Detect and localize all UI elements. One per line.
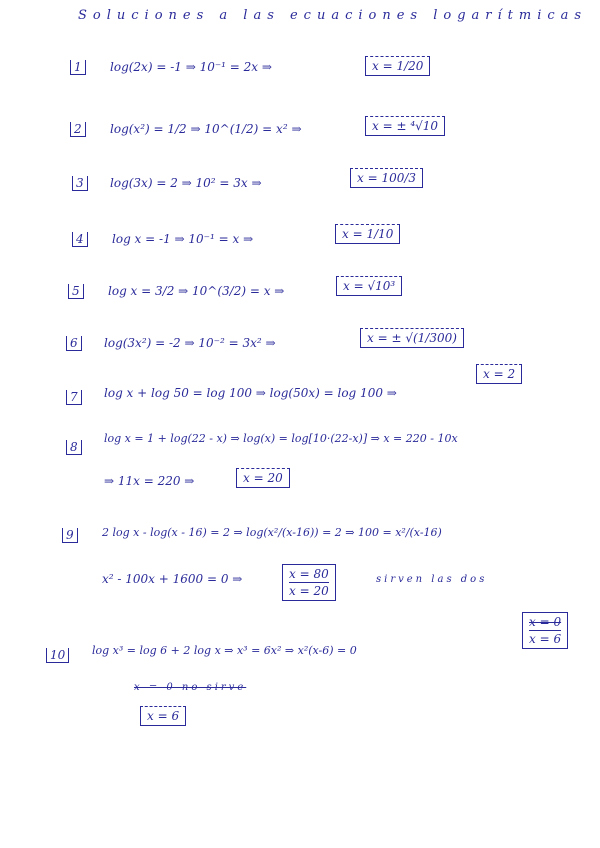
problem-answer-pair <box>282 564 336 601</box>
problem-number: 9 <box>62 528 78 543</box>
problem-answer: x = 2 <box>476 364 522 384</box>
problem-number: 3 <box>72 176 88 191</box>
problem-equation: log(2x) = -1 ⇒ 10⁻¹ = 2x ⇒ <box>110 60 272 74</box>
page-title: Soluciones a las ecuaciones logarítmicas <box>78 8 588 23</box>
problem-number: 6 <box>66 336 82 351</box>
problem-equation-line2: x² - 100x + 1600 = 0 ⇒ <box>102 572 243 586</box>
problem-equation: log x = -1 ⇒ 10⁻¹ = x ⇒ <box>112 232 254 246</box>
problem-number: 2 <box>70 122 86 137</box>
problem-answer: x = 20 <box>289 584 329 598</box>
problem-equation-line2: ⇒ 11x = 220 ⇒ <box>104 474 195 488</box>
problem-equation: log(x²) = 1/2 ⇒ 10^(1/2) = x² ⇒ <box>110 122 302 136</box>
problem-number: 10 <box>46 648 69 663</box>
problem-equation: log(3x) = 2 ⇒ 10² = 3x ⇒ <box>110 176 262 190</box>
problem-equation: log(3x²) = -2 ⇒ 10⁻² = 3x² ⇒ <box>104 336 276 350</box>
problem-equation: log x³ = log 6 + 2 log x ⇒ x³ = 6x² ⇒ x²(x-6) = 0 <box>92 644 357 657</box>
final-answer: x = 6 <box>140 706 186 726</box>
problem-note: sirven las dos <box>376 574 488 585</box>
problem-answer: x = ± ⁴√10 <box>365 116 445 136</box>
problem-number: 8 <box>66 440 82 455</box>
problem-answer: x = ± √(1/300) <box>360 328 464 348</box>
problem-answer: x = 80 <box>289 567 329 581</box>
problem-answer-pair <box>522 612 568 649</box>
problem-answer: x = 20 <box>236 468 290 488</box>
problem-number: 1 <box>70 60 86 75</box>
problem-answer: x = 100/3 <box>350 168 423 188</box>
problem-number: 5 <box>68 284 84 299</box>
problem-number: 7 <box>66 390 82 405</box>
problem-answer: x = 1/10 <box>335 224 400 244</box>
problem-equation: log x + log 50 = log 100 ⇒ log(50x) = log 100 ⇒ <box>104 386 397 400</box>
problem-number: 4 <box>72 232 88 247</box>
problem-answer: x = 6 <box>529 632 562 646</box>
problem-answer: x = 0 <box>529 615 562 629</box>
problem-equation: log x = 3/2 ⇒ 10^(3/2) = x ⇒ <box>108 284 285 298</box>
problem-equation: 2 log x - log(x - 16) = 2 ⇒ log(x²/(x-16)) = 2 ⇒ 100 = x²/(x-16) <box>102 526 442 539</box>
problem-answer: x = √10³ <box>336 276 402 296</box>
problem-note: x = 0 no sirve <box>134 682 247 693</box>
problem-equation: log x = 1 + log(22 - x) ⇒ log(x) = log[10·(22-x)] ⇒ x = 220 - 10x <box>104 432 458 445</box>
problem-answer: x = 1/20 <box>365 56 430 76</box>
